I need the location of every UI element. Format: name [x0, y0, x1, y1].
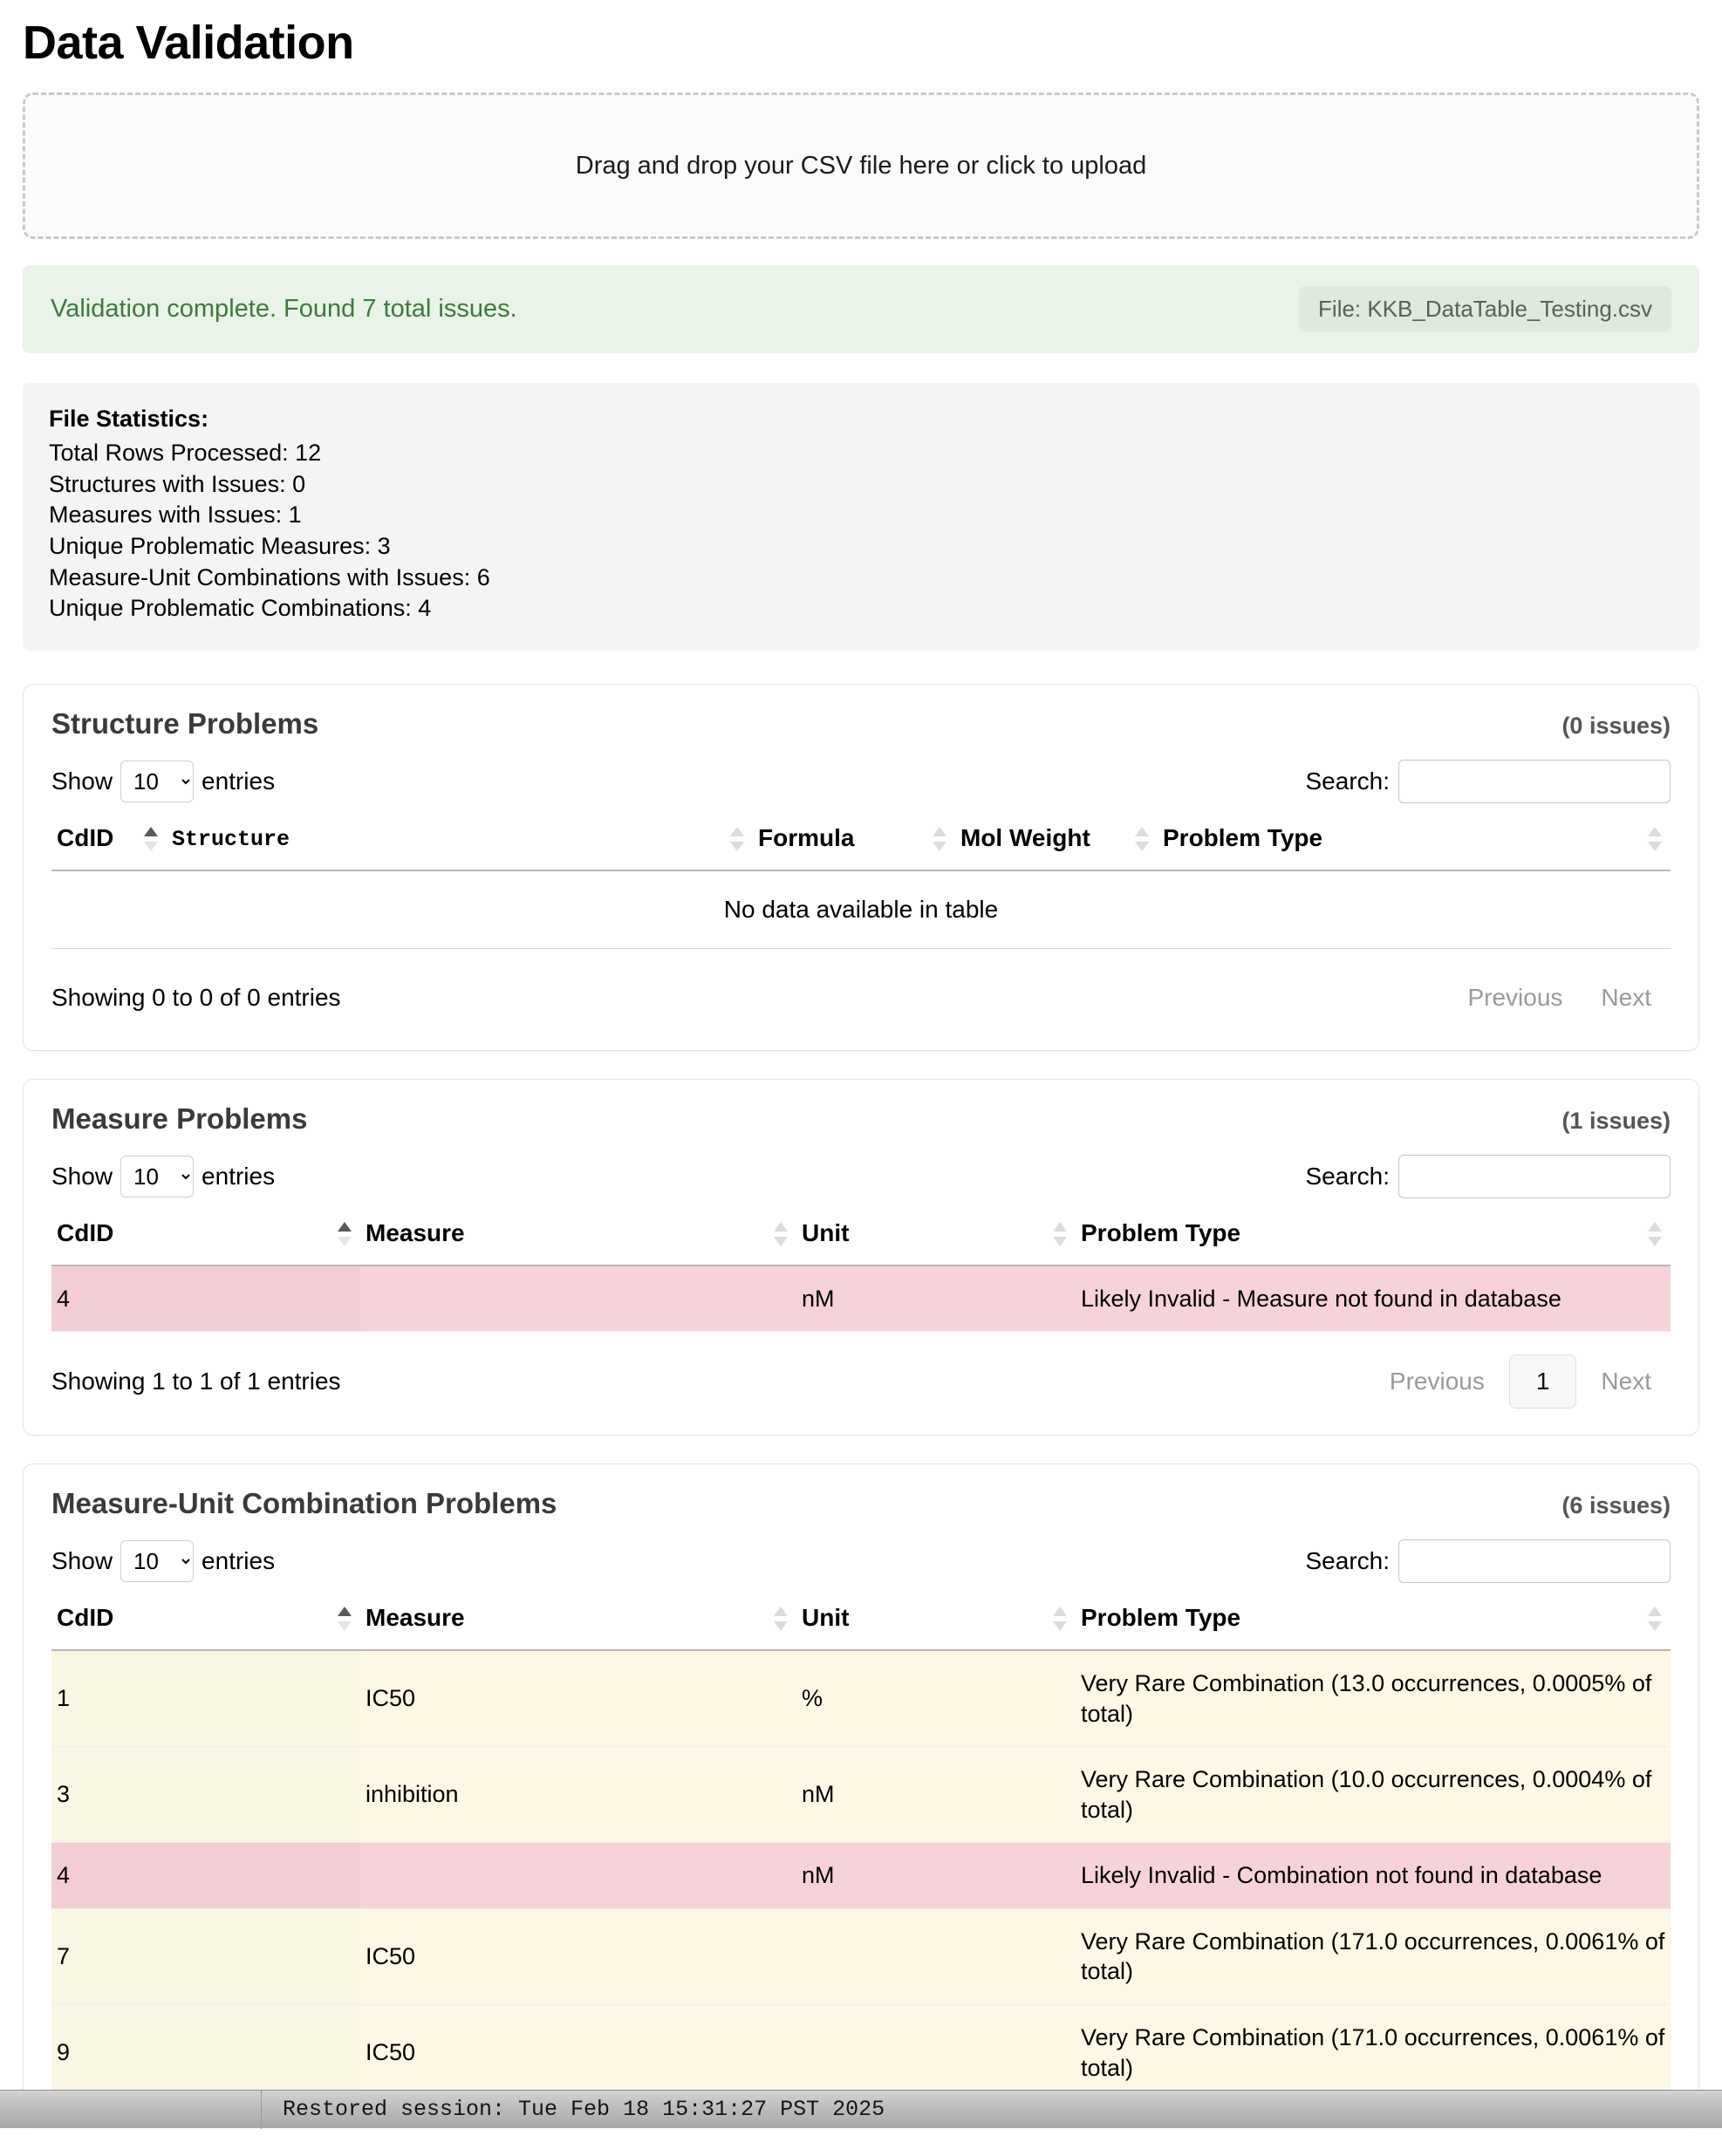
stat-line: Unique Problematic Combinations: 4 — [49, 595, 432, 622]
search-control — [1306, 1539, 1671, 1583]
sort-arrows-icon — [774, 1606, 788, 1632]
column-label: Measure — [366, 1218, 465, 1246]
column-header-problem-type[interactable] — [1158, 815, 1671, 870]
entries-label: entries — [202, 1162, 276, 1190]
cell-problem-type: Very Rare Combination (13.0 occurrences, 0.0005% of total) — [1076, 1650, 1671, 1747]
pagination-next[interactable]: Next — [1601, 983, 1651, 1011]
table-footer — [51, 1354, 1671, 1409]
search-label: Search: — [1305, 1547, 1390, 1575]
stat-line: Structures with Issues: 0 — [49, 470, 306, 497]
column-header-unit[interactable] — [796, 1595, 1076, 1650]
combination-problems-card — [23, 1463, 1699, 2128]
cell-problem-type: Likely Invalid - Combination not found in database — [1076, 1843, 1671, 1909]
column-header-measure[interactable] — [360, 1595, 796, 1650]
sort-arrows-icon — [774, 1221, 788, 1247]
structure-problems-title: Structure Problems — [51, 706, 319, 740]
csv-dropzone[interactable] — [23, 92, 1699, 239]
cell-measure: IC50 — [360, 1650, 796, 1747]
column-label: CdID — [57, 1604, 114, 1632]
table-controls — [51, 760, 1671, 803]
column-label: Problem Type — [1081, 1218, 1241, 1246]
desktop-taskbar — [0, 2090, 1722, 2128]
stat-line: Measures with Issues: 1 — [49, 501, 302, 529]
table-row — [51, 1747, 1671, 1843]
column-header-cdid[interactable] — [51, 1211, 360, 1266]
structure-problems-body — [51, 870, 1671, 948]
page-title: Data Validation — [23, 17, 354, 69]
cell-measure: inhibition — [360, 1747, 796, 1843]
table-header-row — [51, 815, 1671, 870]
cell-problem-type: Likely Invalid - Measure not found in database — [1076, 1266, 1671, 1332]
structure-problems-table — [51, 815, 1671, 949]
structure-entries-info: Showing 0 to 0 of 0 entries — [51, 983, 341, 1011]
structure-problems-count: (0 issues) — [1561, 712, 1671, 739]
sort-arrows-icon — [338, 1606, 352, 1632]
table-header-row — [51, 1211, 1671, 1266]
file-statistics-title: File Statistics: — [49, 406, 209, 432]
measure-problems-count: (1 issues) — [1561, 1107, 1671, 1134]
column-header-cdid[interactable] — [51, 1595, 360, 1650]
cell-unit: nM — [796, 1843, 1076, 1909]
stat-line: Measure-Unit Combinations with Issues: 6 — [49, 563, 490, 590]
cell-unit: nM — [796, 1266, 1076, 1332]
combination-problems-table — [51, 1595, 1671, 2101]
measure-problems-title: Measure Problems — [51, 1102, 308, 1135]
cell-cdid: 9 — [51, 2004, 360, 2100]
combination-problems-body — [51, 1650, 1671, 2100]
column-header-problem-type[interactable] — [1076, 1595, 1671, 1650]
column-header-unit[interactable] — [796, 1211, 1076, 1266]
search-control — [1306, 1155, 1671, 1198]
search-input[interactable] — [1398, 1155, 1671, 1198]
column-header-measure[interactable] — [360, 1211, 796, 1266]
page-length-control — [51, 1156, 275, 1197]
sort-arrows-icon — [730, 826, 744, 852]
cell-unit: % — [796, 1650, 1076, 1747]
column-header-structure[interactable] — [167, 815, 753, 870]
pagination — [1370, 1354, 1671, 1409]
pagination-page-1[interactable]: 1 — [1509, 1354, 1577, 1409]
cell-problem-type: Very Rare Combination (10.0 occurrences, 0.0004% of total) — [1076, 1747, 1671, 1843]
table-row — [51, 1908, 1671, 2004]
table-row — [51, 1650, 1671, 1747]
measure-problems-body — [51, 1266, 1671, 1332]
column-header-mol-weight[interactable] — [955, 815, 1158, 870]
column-label: Structure — [172, 826, 290, 852]
sort-arrows-icon — [933, 826, 946, 852]
cell-cdid: 4 — [51, 1266, 360, 1332]
entries-label: entries — [202, 767, 276, 795]
search-label: Search: — [1305, 1162, 1390, 1190]
page-length-select[interactable] — [120, 761, 194, 802]
column-header-cdid[interactable] — [51, 815, 167, 870]
column-label: CdID — [57, 1218, 114, 1246]
show-label: Show — [51, 767, 113, 795]
column-header-problem-type[interactable] — [1076, 1211, 1671, 1266]
table-row — [51, 2004, 1671, 2100]
stat-line: Unique Problematic Measures: 3 — [49, 532, 391, 559]
show-label: Show — [51, 1547, 113, 1575]
table-footer — [51, 972, 1671, 1024]
column-label: Unit — [802, 1218, 850, 1246]
column-label: Problem Type — [1081, 1604, 1241, 1632]
column-header-formula[interactable] — [753, 815, 955, 870]
sort-arrows-icon — [1053, 1606, 1067, 1632]
table-controls — [51, 1155, 1671, 1198]
column-label: Unit — [802, 1604, 850, 1632]
cell-measure — [360, 1843, 796, 1909]
card-header — [51, 1102, 1671, 1136]
cell-unit — [796, 2004, 1076, 2100]
show-label: Show — [51, 1162, 113, 1190]
sort-arrows-icon — [1648, 1221, 1662, 1247]
page-root — [0, 16, 1722, 2128]
pagination-next[interactable]: Next — [1601, 1368, 1651, 1395]
cell-cdid: 4 — [51, 1843, 360, 1909]
column-label: Mol Weight — [960, 823, 1090, 851]
cell-measure — [360, 1266, 796, 1332]
file-statistics-panel — [23, 383, 1699, 651]
search-label: Search: — [1305, 767, 1390, 795]
sort-arrows-icon — [1135, 826, 1149, 852]
combination-problems-count: (6 issues) — [1561, 1492, 1671, 1519]
cell-cdid: 1 — [51, 1650, 360, 1747]
cell-unit: nM — [796, 1747, 1076, 1843]
card-header — [51, 707, 1671, 740]
column-label: Measure — [366, 1604, 465, 1632]
taskbar-divider — [0, 2091, 262, 2129]
cell-problem-type: Very Rare Combination (171.0 occurrences, 0.0061% of total) — [1076, 2004, 1671, 2100]
empty-row — [51, 870, 1671, 948]
combination-problems-title: Measure-Unit Combination Problems — [51, 1487, 557, 1520]
column-label: CdID — [57, 823, 114, 851]
dropzone-label: Drag and drop your CSV file here or click to upload — [575, 151, 1147, 180]
sort-arrows-icon — [1053, 1221, 1067, 1247]
search-control — [1306, 760, 1671, 803]
session-status-text: Restored session: Tue Feb 18 15:31:27 PST 2025 — [283, 2097, 885, 2123]
search-input[interactable] — [1398, 1539, 1671, 1583]
cell-measure: IC50 — [360, 1908, 796, 2004]
table-controls — [51, 1539, 1671, 1583]
table-row — [51, 1843, 1671, 1909]
page-length-control — [51, 1540, 275, 1582]
page-length-select[interactable] — [120, 1540, 194, 1582]
cell-problem-type: Very Rare Combination (171.0 occurrences, 0.0061% of total) — [1076, 1908, 1671, 2004]
search-input[interactable] — [1398, 760, 1671, 803]
column-label: Problem Type — [1163, 823, 1323, 851]
pagination-previous[interactable]: Previous — [1467, 983, 1563, 1011]
sort-arrows-icon — [338, 1221, 352, 1247]
measure-problems-table — [51, 1211, 1671, 1333]
card-header — [51, 1487, 1671, 1520]
sort-arrows-icon — [1648, 1606, 1662, 1632]
file-name-badge: File: KKB_DataTable_Testing.csv — [1299, 286, 1671, 332]
pagination-previous[interactable]: Previous — [1389, 1368, 1485, 1395]
cell-cdid: 7 — [51, 1908, 360, 2004]
sort-arrows-icon — [144, 826, 158, 852]
table-row — [51, 1266, 1671, 1332]
cell-measure: IC50 — [360, 2004, 796, 2100]
cell-unit — [796, 1908, 1076, 2004]
entries-label: entries — [202, 1547, 276, 1575]
empty-message: No data available in table — [51, 870, 1671, 948]
page-length-select[interactable] — [120, 1156, 194, 1197]
structure-problems-card — [23, 684, 1699, 1051]
table-header-row — [51, 1595, 1671, 1650]
cell-cdid: 3 — [51, 1747, 360, 1843]
validation-alert — [23, 265, 1699, 353]
measure-problems-card — [23, 1079, 1699, 1436]
column-label: Formula — [758, 823, 855, 851]
pagination — [1448, 973, 1671, 1022]
sort-arrows-icon — [1648, 826, 1662, 852]
measure-entries-info: Showing 1 to 1 of 1 entries — [51, 1368, 341, 1395]
page-length-control — [51, 761, 275, 802]
stat-line: Total Rows Processed: 12 — [49, 440, 322, 466]
validation-message: Validation complete. Found 7 total issues. — [51, 295, 517, 323]
